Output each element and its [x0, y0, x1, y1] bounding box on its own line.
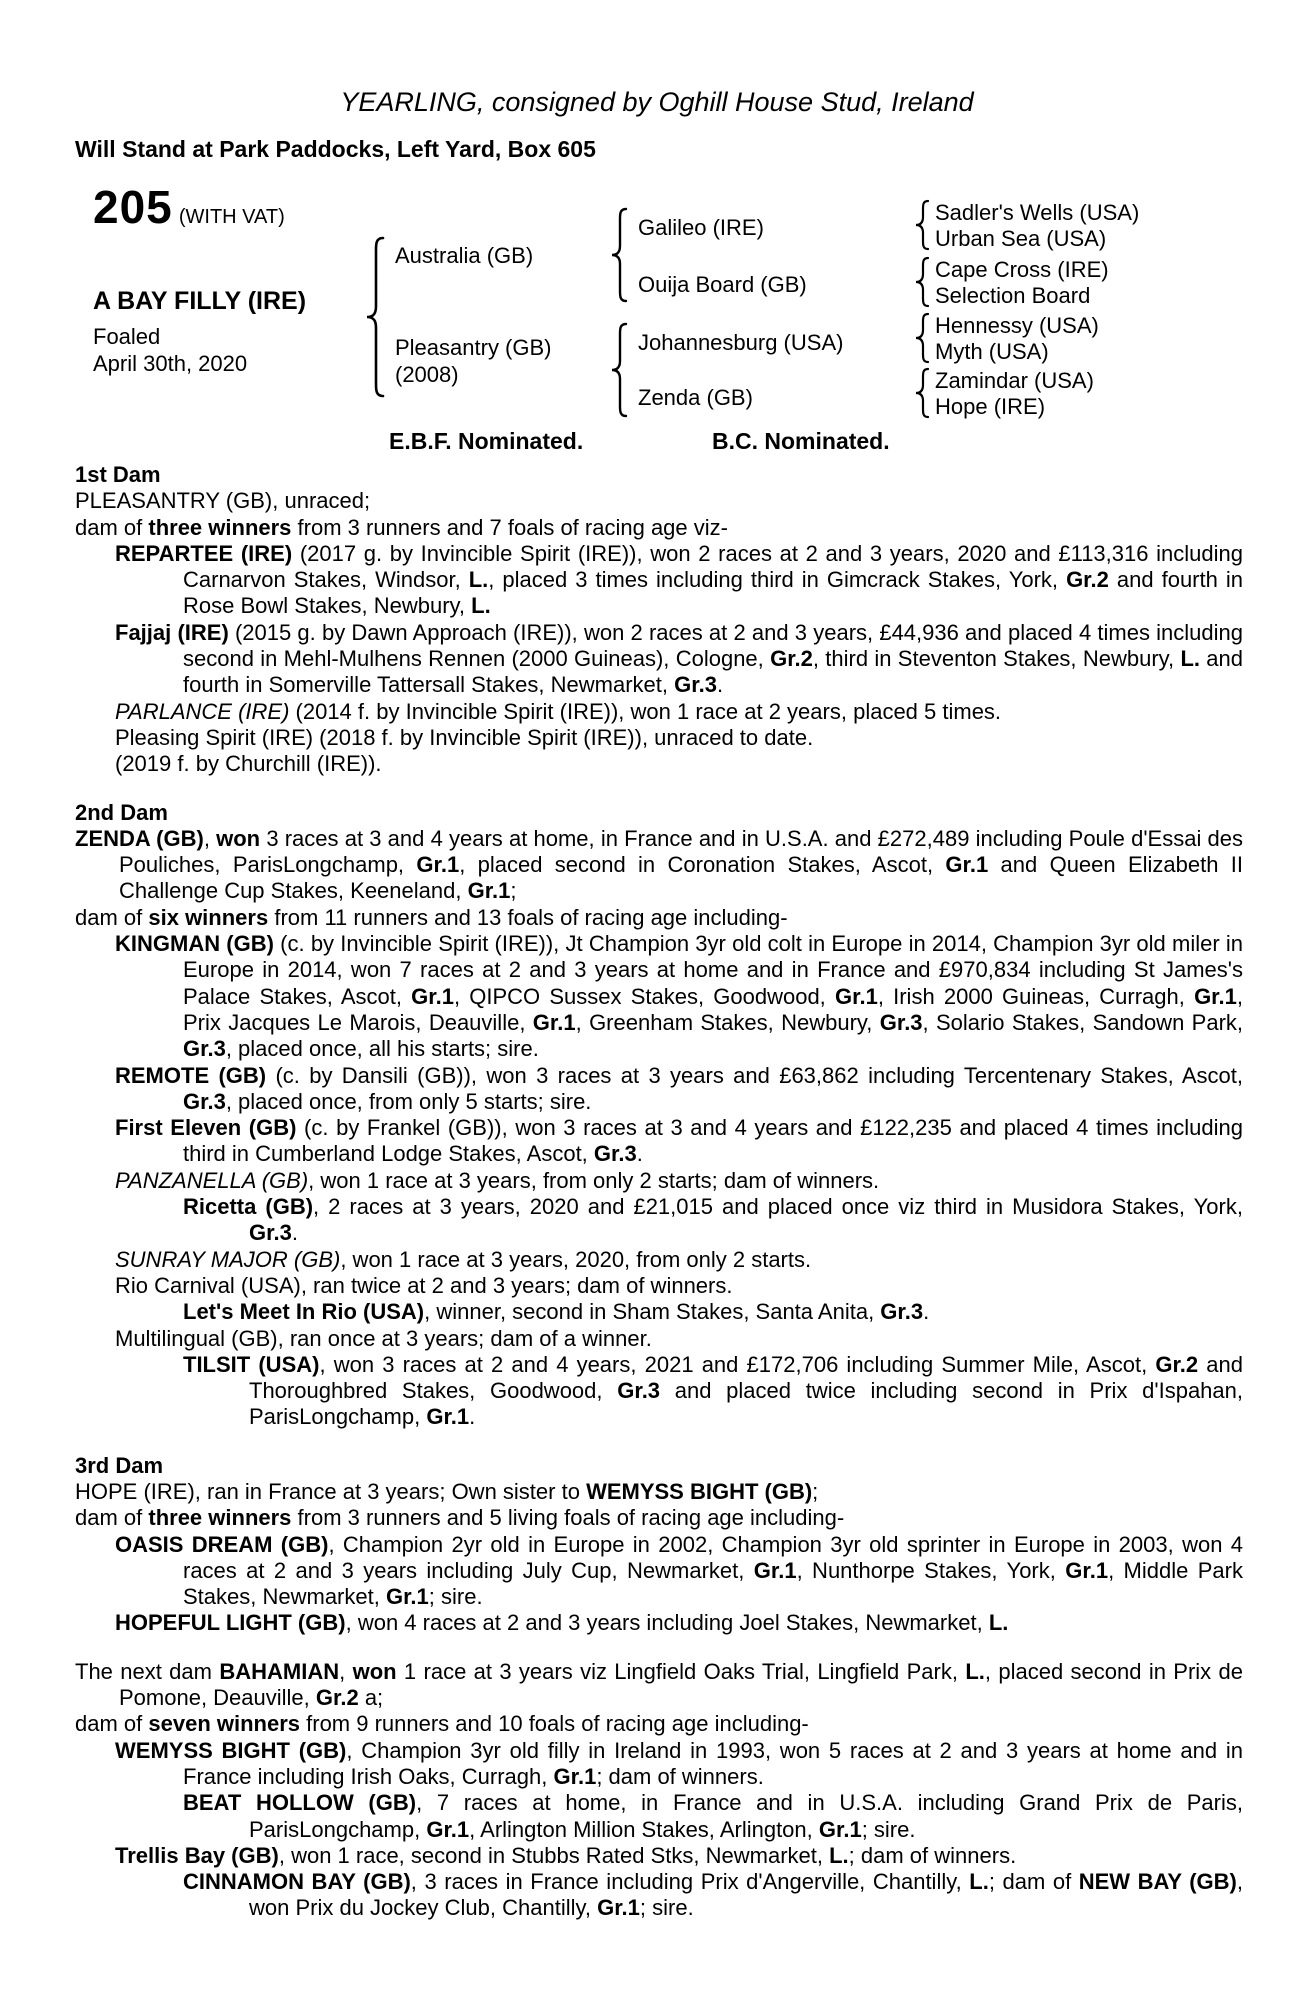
section-1st-dam — [75, 462, 1243, 778]
pedigree-grandparent: Johannesburg (USA) — [638, 330, 844, 355]
entry-multilingual: Multilingual (GB), ran once at 3 years; dam of a winner. — [115, 1325, 652, 1351]
pedigree-chart — [75, 181, 1243, 424]
pedigree-great-grandparent: Urban Sea (USA) — [935, 226, 1107, 251]
section-heading-1st-dam: 1st Dam — [75, 462, 161, 487]
pedigree-brace-icon — [911, 312, 933, 364]
pedigree-great-grandparent: Hope (IRE) — [935, 394, 1046, 419]
section-2nd-dam — [75, 800, 1243, 1431]
section-3rd-dam — [75, 1453, 1243, 1637]
entry-first-eleven: First Eleven (GB) (c. by Frankel (GB)), won 3 races at 3 and 4 years and £122,235 and placed 4 times including third in Cumberland Lodge Stakes, Ascot, Gr.3. — [115, 1115, 1243, 1167]
section-next-dam — [75, 1659, 1243, 1922]
lot-number: 205 — [93, 181, 173, 233]
entry-trellis-bay: Trellis Bay (GB), won 1 race, second in Stubbs Rated Stks, Newmarket, L.; dam of winners. — [115, 1842, 1017, 1868]
bc-nominated-label: B.C. Nominated. — [712, 428, 890, 454]
pedigree-grandparent: Galileo (IRE) — [638, 215, 764, 240]
entry-hope: HOPE (IRE), ran in France at 3 years; Own sister to WEMYSS BIGHT (GB); — [75, 1478, 819, 1504]
pedigree-brace-icon — [911, 199, 933, 251]
pedigree-brace-icon — [608, 322, 632, 418]
pedigree-dam: Pleasantry (GB) — [395, 335, 552, 360]
entry-rio-carnival: Rio Carnival (USA), ran twice at 2 and 3 years; dam of winners. — [115, 1272, 733, 1298]
pedigree-great-grandparent: Hennessy (USA) — [935, 313, 1099, 338]
lot-line — [93, 181, 285, 233]
consignor-line: YEARLING, consigned by Oghill House Stud, Ireland — [340, 87, 974, 117]
entry-lets-meet-in-rio: Let's Meet In Rio (USA), winner, second in Sham Stakes, Santa Anita, Gr.3. — [183, 1299, 930, 1325]
entry-wemyss-bight: WEMYSS BIGHT (GB), Champion 3yr old filly in Ireland in 1993, won 5 races at 2 and 3 years at home and in France including Irish Oaks, Curragh, Gr.1; dam of winners. — [115, 1737, 1243, 1789]
pedigree-great-grandparent: Selection Board — [935, 283, 1091, 308]
pedigree-great-grandparent: Zamindar (USA) — [935, 368, 1094, 393]
entry-hopeful-light: HOPEFUL LIGHT (GB), won 4 races at 2 and 3 years including Joel Stakes, Newmarket, L. — [115, 1610, 1009, 1636]
pedigree-great-grandparent-pair — [935, 257, 1109, 309]
foaled-date: April 30th, 2020 — [93, 351, 248, 376]
entry-parlance: PARLANCE (IRE) (2014 f. by Invincible Spirit (IRE)), won 1 race at 2 years, placed 5 times. — [115, 698, 1002, 724]
entry-pleasing-spirit: Pleasing Spirit (IRE) (2018 f. by Invincible Spirit (IRE)), unraced to date. — [115, 724, 814, 750]
stand-location-line: Will Stand at Park Paddocks, Left Yard, Box 605 — [75, 136, 596, 162]
entry-bahamian: The next dam BAHAMIAN, won 1 race at 3 years viz Lingfield Oaks Trial, Lingfield Park, L., placed second in Prix de Pomone, Deauville, Gr.2 a; — [75, 1658, 1243, 1711]
entry-repartee: REPARTEE (IRE) (2017 g. by Invincible Spirit (IRE)), won 2 races at 2 and 3 years, 2020 and £113,316 including Carnarvon Stakes, Windsor, L., placed 3 times including third in Gimcrack Stakes, York, Gr.2 and fourth in Rose Bowl Stakes, Newbury, L. — [115, 540, 1243, 619]
entry-2019-filly: (2019 f. by Churchill (IRE)). — [115, 751, 382, 777]
pedigree-grandparent: Ouija Board (GB) — [638, 272, 807, 297]
entry-kingman: KINGMAN (GB) (c. by Invincible Spirit (IRE)), Jt Champion 3yr old colt in Europe in 2014, Champion 3yr old miler in Europe in 2014, won 7 races at 2 and 3 years at home and in France and £970,834 including St James's Palace Stakes, Ascot, Gr.1, QIPCO Sussex Stakes, Goodwood, Gr.1, Irish 2000 Guineas, Curragh, Gr.1, Prix Jacques Le Marois, Deauville, Gr.1, Greenham Stakes, Newbury, Gr.3, Solario Stakes, Sandown Park, Gr.3, placed once, all his starts; sire. — [115, 931, 1244, 1062]
dam-summary-line: dam of seven winners from 9 runners and 10 foals of racing age including- — [75, 1711, 809, 1737]
ebf-nominated-label: E.B.F. Nominated. — [389, 428, 584, 454]
dam-summary-line: dam of six winners from 11 runners and 13 foals of racing age including- — [75, 904, 788, 930]
pedigree-brace-icon — [911, 367, 933, 419]
section-heading-2nd-dam: 2nd Dam — [75, 799, 168, 825]
pedigree-great-grandparent-pair — [935, 368, 1094, 420]
entry-oasis-dream: OASIS DREAM (GB), Champion 2yr old in Europe in 2002, Champion 3yr old sprinter in Europe in 2003, won 4 races at 2 and 3 years including July Cup, Newmarket, Gr.1, Nunthorpe Stakes, York, Gr.1, Middle Park Stakes, Newmarket, Gr.1; sire. — [115, 1531, 1243, 1610]
entry-zenda: ZENDA (GB), won 3 races at 3 and 4 years at home, in France and in U.S.A. and £272,489 including Poule d'Essai des Pouliches, ParisLongchamp, Gr.1, placed second in Coronation Stakes, Ascot, Gr.1 and Queen Elizabeth II Challenge Cup Stakes, Keeneland, Gr.1; — [75, 825, 1244, 904]
pedigree-great-grandparent-pair — [935, 313, 1099, 365]
pedigree-brace-icon — [363, 236, 389, 398]
pedigree-great-grandparent: Myth (USA) — [935, 339, 1049, 364]
dam-summary-line: dam of three winners from 3 runners and 5 living foals of racing age including- — [75, 1505, 845, 1531]
section-heading-3rd-dam: 3rd Dam — [75, 1452, 164, 1478]
vat-note: (WITH VAT) — [178, 206, 285, 228]
entry-beat-hollow: BEAT HOLLOW (GB), 7 races at home, in France and in U.S.A. including Grand Prix de Paris, ParisLongchamp, Gr.1, Arlington Million Stakes, Arlington, Gr.1; sire. — [183, 1790, 1243, 1842]
pedigree-great-grandparent-pair — [935, 200, 1139, 252]
entry-cinnamon-bay: CINNAMON BAY (GB), 3 races in France including Prix d'Angerville, Chantilly, L.; dam of NEW BAY (GB), won Prix du Jockey Club, Chantilly, Gr.1; sire. — [183, 1869, 1243, 1921]
pedigree-great-grandparent: Sadler's Wells (USA) — [935, 200, 1140, 225]
entry-tilsit: TILSIT (USA), won 3 races at 2 and 4 years, 2021 and £172,706 including Summer Mile, Ascot, Gr.2 and Thoroughbred Stakes, Goodwood, Gr.3 and placed twice including second in Prix d'Ispahan, ParisLongchamp, Gr.1. — [183, 1351, 1243, 1430]
pedigree-great-grandparent: Cape Cross (IRE) — [935, 257, 1109, 282]
foaled-label: Foaled — [93, 324, 161, 349]
pedigree-sire: Australia (GB) — [395, 243, 534, 268]
entry-panzanella: PANZANELLA (GB), won 1 race at 3 years, from only 2 starts; dam of winners. — [115, 1167, 880, 1193]
pedigree-dam-year: (2008) — [395, 362, 459, 387]
entry-pleasantry: PLEASANTRY (GB), unraced; — [75, 488, 371, 514]
entry-remote: REMOTE (GB) (c. by Dansili (GB)), won 3 races at 3 years and £63,862 including Tercentenary Stakes, Ascot, Gr.3, placed once, from only 5 starts; sire. — [115, 1062, 1243, 1114]
pedigree-brace-icon — [911, 256, 933, 308]
entry-ricetta: Ricetta (GB), 2 races at 3 years, 2020 and £21,015 and placed once viz third in Musidora Stakes, York, Gr.3. — [183, 1194, 1243, 1246]
nominations-line — [75, 428, 1243, 458]
dam-summary-line: dam of three winners from 3 runners and 7 foals of racing age viz- — [75, 514, 728, 540]
horse-name: A BAY FILLY (IRE) — [93, 287, 307, 315]
entry-sunray-major: SUNRAY MAJOR (GB), won 1 race at 3 years, 2020, from only 2 starts. — [115, 1246, 812, 1272]
pedigree-grandparent: Zenda (GB) — [638, 385, 753, 410]
pedigree-brace-icon — [608, 207, 632, 303]
entry-fajjaj: Fajjaj (IRE) (2015 g. by Dawn Approach (IRE)), won 2 races at 2 and 3 years, £44,936 and placed 4 times including second in Mehl-Mulhens Rennen (2000 Guineas), Cologne, Gr.2, third in Steventon Stakes, Newbury, L. and fourth in Somerville Tattersall Stakes, Newmarket, Gr.3. — [115, 619, 1244, 698]
